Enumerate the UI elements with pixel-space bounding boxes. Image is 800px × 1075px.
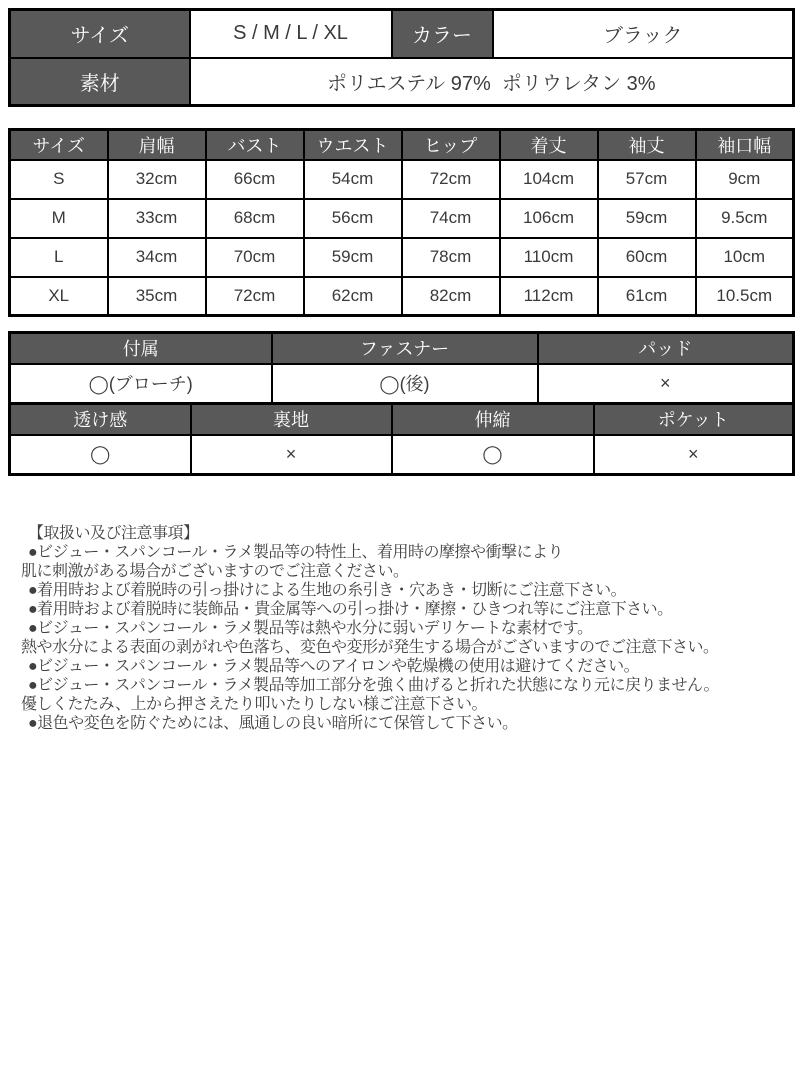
color-value-cell: ブラック <box>493 10 794 58</box>
cell: 57cm <box>598 160 696 199</box>
material-value-cell: ポリエステル 97% ポリウレタン 3% <box>190 58 794 106</box>
features-table-a <box>8 331 795 405</box>
cell: 59cm <box>598 199 696 238</box>
cell: M <box>10 199 108 238</box>
spec-table <box>8 8 795 107</box>
care-note-line: ●退色や変色を防ぐためには、風通しの良い暗所にて保管して下さい。 <box>28 715 518 732</box>
care-note-line: ●ビジュー・スパンコール・ラメ製品等は熱や水分に弱いデリケートな素材です。 <box>28 620 593 637</box>
cell: 34cm <box>108 238 206 277</box>
cell: L <box>10 238 108 277</box>
pocket-value: × <box>594 435 794 475</box>
stretch-header: 伸縮 <box>392 404 594 435</box>
pad-value: × <box>538 364 794 404</box>
accessory-header: 付属 <box>10 333 272 364</box>
cell: XL <box>10 277 108 316</box>
color-label-cell: カラー <box>392 10 493 58</box>
cell: 106cm <box>500 199 598 238</box>
cell: 74cm <box>402 199 500 238</box>
lining-header: 裏地 <box>191 404 392 435</box>
cell: 104cm <box>500 160 598 199</box>
sheerness-header: 透け感 <box>10 404 191 435</box>
measurement-row-m <box>10 199 794 238</box>
cell: 110cm <box>500 238 598 277</box>
cell: 72cm <box>206 277 304 316</box>
care-note-line: ●ビジュー・スパンコール・ラメ製品等の特性上、着用時の摩擦や衝撃により <box>28 544 564 561</box>
features-table-b <box>8 402 795 476</box>
care-note-line: ●着用時および着脱時の引っ掛けによる生地の糸引き・穴あき・切断にご注意下さい。 <box>28 582 627 599</box>
cell: 70cm <box>206 238 304 277</box>
cell: 33cm <box>108 199 206 238</box>
cell: 10cm <box>696 238 794 277</box>
measurement-row-xl <box>10 277 794 316</box>
measurement-header-row <box>10 130 794 160</box>
care-note-line: ●ビジュー・スパンコール・ラメ製品等加工部分を強く曲げると折れた状態になり元に戻りません。 <box>28 677 720 694</box>
cell: 60cm <box>598 238 696 277</box>
stretch-value: ◯ <box>392 435 594 475</box>
cell: 35cm <box>108 277 206 316</box>
features-a-value-row <box>10 364 794 404</box>
cell: S <box>10 160 108 199</box>
care-note-line: 優しくたたみ、上から押さえたり叩いたりしない様ご注意下さい。 <box>21 696 487 713</box>
spec-row-material <box>10 58 794 106</box>
cell: 10.5cm <box>696 277 794 316</box>
measurement-row-l <box>10 238 794 277</box>
col-header-waist: ウエスト <box>304 130 402 160</box>
cell: 9cm <box>696 160 794 199</box>
cell: 112cm <box>500 277 598 316</box>
features-a-header-row <box>10 333 794 364</box>
col-header-shoulder: 肩幅 <box>108 130 206 160</box>
product-spec-page <box>0 8 800 1075</box>
care-note-line: 肌に刺激がある場合がございますのでご注意ください。 <box>21 563 409 580</box>
cell: 59cm <box>304 238 402 277</box>
care-notes-title: 【取扱い及び注意事項】 <box>28 525 199 542</box>
cell: 32cm <box>108 160 206 199</box>
fastener-value: ◯(後) <box>272 364 538 404</box>
cell: 72cm <box>402 160 500 199</box>
size-label-cell: サイズ <box>10 10 190 58</box>
spec-row-size-color <box>10 10 794 58</box>
size-value-cell: S / M / L / XL <box>190 10 392 58</box>
material-label-cell: 素材 <box>10 58 190 106</box>
cell: 56cm <box>304 199 402 238</box>
col-header-size: サイズ <box>10 130 108 160</box>
col-header-length: 着丈 <box>500 130 598 160</box>
measurement-row-s <box>10 160 794 199</box>
sheerness-value: ◯ <box>10 435 191 475</box>
cell: 68cm <box>206 199 304 238</box>
features-b-value-row <box>10 435 794 475</box>
col-header-cuff: 袖口幅 <box>696 130 794 160</box>
cell: 54cm <box>304 160 402 199</box>
cell: 62cm <box>304 277 402 316</box>
measurement-table <box>8 128 795 317</box>
care-note-line: ●着用時および着脱時に装飾品・貴金属等への引っ掛け・摩擦・ひきつれ等にご注意下さい。 <box>28 601 673 618</box>
pocket-header: ポケット <box>594 404 794 435</box>
lining-value: × <box>191 435 392 475</box>
features-b-header-row <box>10 404 794 435</box>
care-note-line: ●ビジュー・スパンコール・ラメ製品等へのアイロンや乾燥機の使用は避けてください。 <box>28 658 640 675</box>
cell: 9.5cm <box>696 199 794 238</box>
care-notes <box>0 524 800 733</box>
col-header-hip: ヒップ <box>402 130 500 160</box>
cell: 82cm <box>402 277 500 316</box>
cell: 78cm <box>402 238 500 277</box>
col-header-sleeve: 袖丈 <box>598 130 696 160</box>
accessory-value: ◯(ブローチ) <box>10 364 272 404</box>
cell: 61cm <box>598 277 696 316</box>
fastener-header: ファスナー <box>272 333 538 364</box>
cell: 66cm <box>206 160 304 199</box>
care-note-line: 熱や水分による表面の剥がれや色落ち、変色や変形が発生する場合がございますのでご注意下さい。 <box>21 639 719 656</box>
col-header-bust: バスト <box>206 130 304 160</box>
pad-header: パッド <box>538 333 794 364</box>
